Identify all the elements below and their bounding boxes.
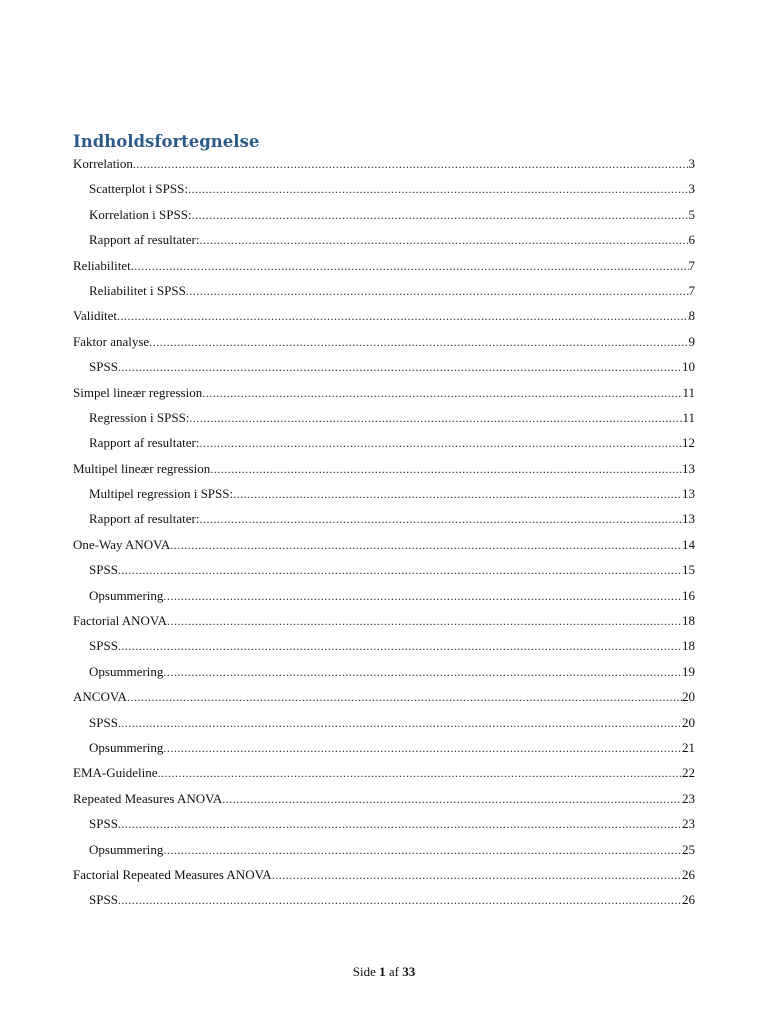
toc-entry[interactable] — [73, 532, 695, 557]
toc-entry-page-number: 6 — [688, 232, 695, 248]
toc-entry[interactable] — [73, 684, 695, 709]
toc-dot-leader — [157, 761, 682, 786]
toc-entry-title: Factorial ANOVA — [73, 613, 168, 629]
toc-entry-title: Multipel lineær regression — [73, 460, 211, 476]
toc-entry-page-number: 21 — [682, 739, 695, 755]
toc-entry-page-number: 3 — [688, 181, 695, 197]
toc-dot-leader — [163, 660, 682, 685]
toc-entry-title: SPSS — [89, 816, 118, 832]
toc-entry-page-number: 11 — [682, 409, 695, 425]
toc-entry[interactable] — [73, 887, 695, 912]
toc-dot-leader — [202, 381, 682, 406]
toc-entry[interactable] — [73, 608, 695, 633]
toc-entry[interactable] — [73, 735, 695, 760]
toc-entry-title: Rapport af resultater: — [89, 232, 200, 248]
toc-dot-leader — [131, 254, 689, 279]
toc-entry-title: Korrelation i SPSS: — [89, 206, 192, 222]
page-footer — [0, 962, 768, 982]
toc-entry-title: Rapport af resultater: — [89, 435, 200, 451]
toc-entry-page-number: 10 — [682, 359, 695, 375]
toc-entry-page-number: 26 — [682, 892, 695, 908]
toc-entry-title: Reliabilitet — [73, 257, 131, 273]
toc-entry-title: SPSS — [89, 892, 118, 908]
toc-dot-leader — [167, 609, 682, 634]
toc-entry-title: Faktor analyse — [73, 333, 150, 349]
toc-entry-title: Opsummering — [89, 587, 164, 603]
toc-dot-leader — [127, 685, 682, 710]
toc-entry-title: SPSS — [89, 714, 118, 730]
toc-entry[interactable] — [73, 303, 695, 328]
toc-entry[interactable] — [73, 659, 695, 684]
toc-entry-title: SPSS — [89, 359, 118, 375]
toc-entry-page-number: 18 — [682, 613, 695, 629]
toc-list — [73, 151, 695, 913]
toc-entry-title: Opsummering — [89, 841, 164, 857]
toc-entry[interactable] — [73, 329, 695, 354]
toc-entry-title: Korrelation — [73, 156, 133, 171]
toc-entry-title: Reliabilitet i SPSS — [89, 282, 186, 298]
toc-entry-page-number: 3 — [688, 156, 695, 171]
toc-entry-title: Opsummering — [89, 663, 164, 679]
toc-entry-page-number: 23 — [682, 816, 695, 832]
toc-dot-leader — [189, 406, 682, 431]
toc-entry-title: Scatterplot i SPSS: — [89, 181, 188, 197]
toc-entry-title: Multipel regression i SPSS: — [89, 486, 234, 502]
toc-entry-title: Opsummering — [89, 739, 164, 755]
toc-entry-page-number: 20 — [682, 714, 695, 730]
toc-entry-page-number: 11 — [682, 384, 695, 400]
toc-dot-leader — [199, 228, 688, 253]
toc-entry-page-number: 14 — [682, 536, 695, 552]
toc-entry[interactable] — [73, 837, 695, 862]
toc-entry-page-number: 13 — [682, 511, 695, 527]
toc-entry[interactable] — [73, 430, 695, 455]
toc-entry[interactable] — [73, 557, 695, 582]
toc-entry-page-number: 7 — [688, 257, 695, 273]
toc-heading: Indholdsfortegnelse — [73, 132, 260, 151]
toc-entry-page-number: 7 — [688, 282, 695, 298]
toc-dot-leader — [186, 279, 689, 304]
toc-dot-leader — [163, 838, 682, 863]
toc-entry-page-number: 26 — [682, 866, 695, 882]
footer-current-page: 1 — [379, 964, 386, 979]
toc-dot-leader — [233, 482, 682, 507]
toc-entry[interactable] — [73, 202, 695, 227]
toc-entry[interactable] — [73, 456, 695, 481]
toc-entry-page-number: 8 — [688, 308, 695, 324]
toc-entry[interactable] — [73, 405, 695, 430]
toc-entry-page-number: 16 — [682, 587, 695, 603]
toc-entry-page-number: 25 — [682, 841, 695, 857]
toc-dot-leader — [149, 330, 688, 355]
toc-entry-title: ANCOVA — [73, 689, 127, 705]
toc-entry[interactable] — [73, 278, 695, 303]
toc-dot-leader — [118, 711, 682, 736]
toc-dot-leader — [210, 457, 682, 482]
toc-entry-title: SPSS — [89, 562, 118, 578]
toc-dot-leader — [170, 533, 682, 558]
toc-entry-page-number: 12 — [682, 435, 695, 451]
toc-entry-page-number: 9 — [688, 333, 695, 349]
toc-entry[interactable] — [73, 253, 695, 278]
toc-entry-title: Validitet — [73, 308, 118, 324]
toc-entry-title: EMA-Guideline — [73, 765, 158, 781]
toc-entry[interactable] — [73, 786, 695, 811]
toc-entry[interactable] — [73, 354, 695, 379]
toc-entry[interactable] — [73, 380, 695, 405]
footer-prefix: Side — [352, 964, 376, 979]
toc-entry-page-number: 13 — [682, 460, 695, 476]
toc-entry-title: One-Way ANOVA — [73, 536, 171, 552]
toc-dot-leader — [118, 634, 682, 659]
toc-entry-title: SPSS — [89, 638, 118, 654]
toc-dot-leader — [118, 558, 682, 583]
toc-entry[interactable] — [73, 862, 695, 887]
toc-entry[interactable] — [73, 151, 695, 176]
toc-entry[interactable] — [73, 227, 695, 252]
toc-entry-title: Regression i SPSS: — [89, 409, 190, 425]
toc-entry[interactable] — [73, 710, 695, 735]
toc-dot-leader — [118, 812, 682, 837]
toc-entry-page-number: 5 — [688, 206, 695, 222]
toc-entry-page-number: 15 — [682, 562, 695, 578]
toc-dot-leader — [199, 431, 682, 456]
toc-dot-leader — [192, 203, 689, 228]
toc-entry-title: Repeated Measures ANOVA — [73, 790, 223, 806]
toc-entry[interactable] — [73, 811, 695, 836]
toc-dot-leader — [163, 736, 682, 761]
toc-entry-page-number: 23 — [682, 790, 695, 806]
footer-separator: af — [388, 964, 399, 979]
toc-dot-leader — [199, 507, 682, 532]
toc-entry-page-number: 20 — [682, 689, 695, 705]
toc-entry-page-number: 22 — [682, 765, 695, 781]
toc-entry-page-number: 13 — [682, 486, 695, 502]
toc-entry-title: Simpel lineær regression — [73, 384, 203, 400]
toc-entry[interactable] — [73, 481, 695, 506]
toc-dot-leader — [188, 177, 689, 202]
toc-dot-leader — [118, 888, 682, 913]
toc-entry-title: Rapport af resultater: — [89, 511, 200, 527]
toc-dot-leader — [117, 304, 688, 329]
toc-entry-title: Factorial Repeated Measures ANOVA — [73, 866, 272, 882]
toc-entry[interactable] — [73, 506, 695, 531]
toc-entry[interactable] — [73, 633, 695, 658]
footer-total-pages: 33 — [402, 964, 416, 979]
toc-entry[interactable] — [73, 760, 695, 785]
toc-dot-leader — [163, 584, 682, 609]
toc-entry-page-number: 18 — [682, 638, 695, 654]
toc-dot-leader — [272, 863, 682, 888]
toc-dot-leader — [118, 355, 682, 380]
toc-entry[interactable] — [73, 583, 695, 608]
toc-entry-page-number: 19 — [682, 663, 695, 679]
toc-dot-leader — [222, 787, 682, 812]
toc-entry[interactable] — [73, 176, 695, 201]
toc-dot-leader — [133, 152, 689, 177]
